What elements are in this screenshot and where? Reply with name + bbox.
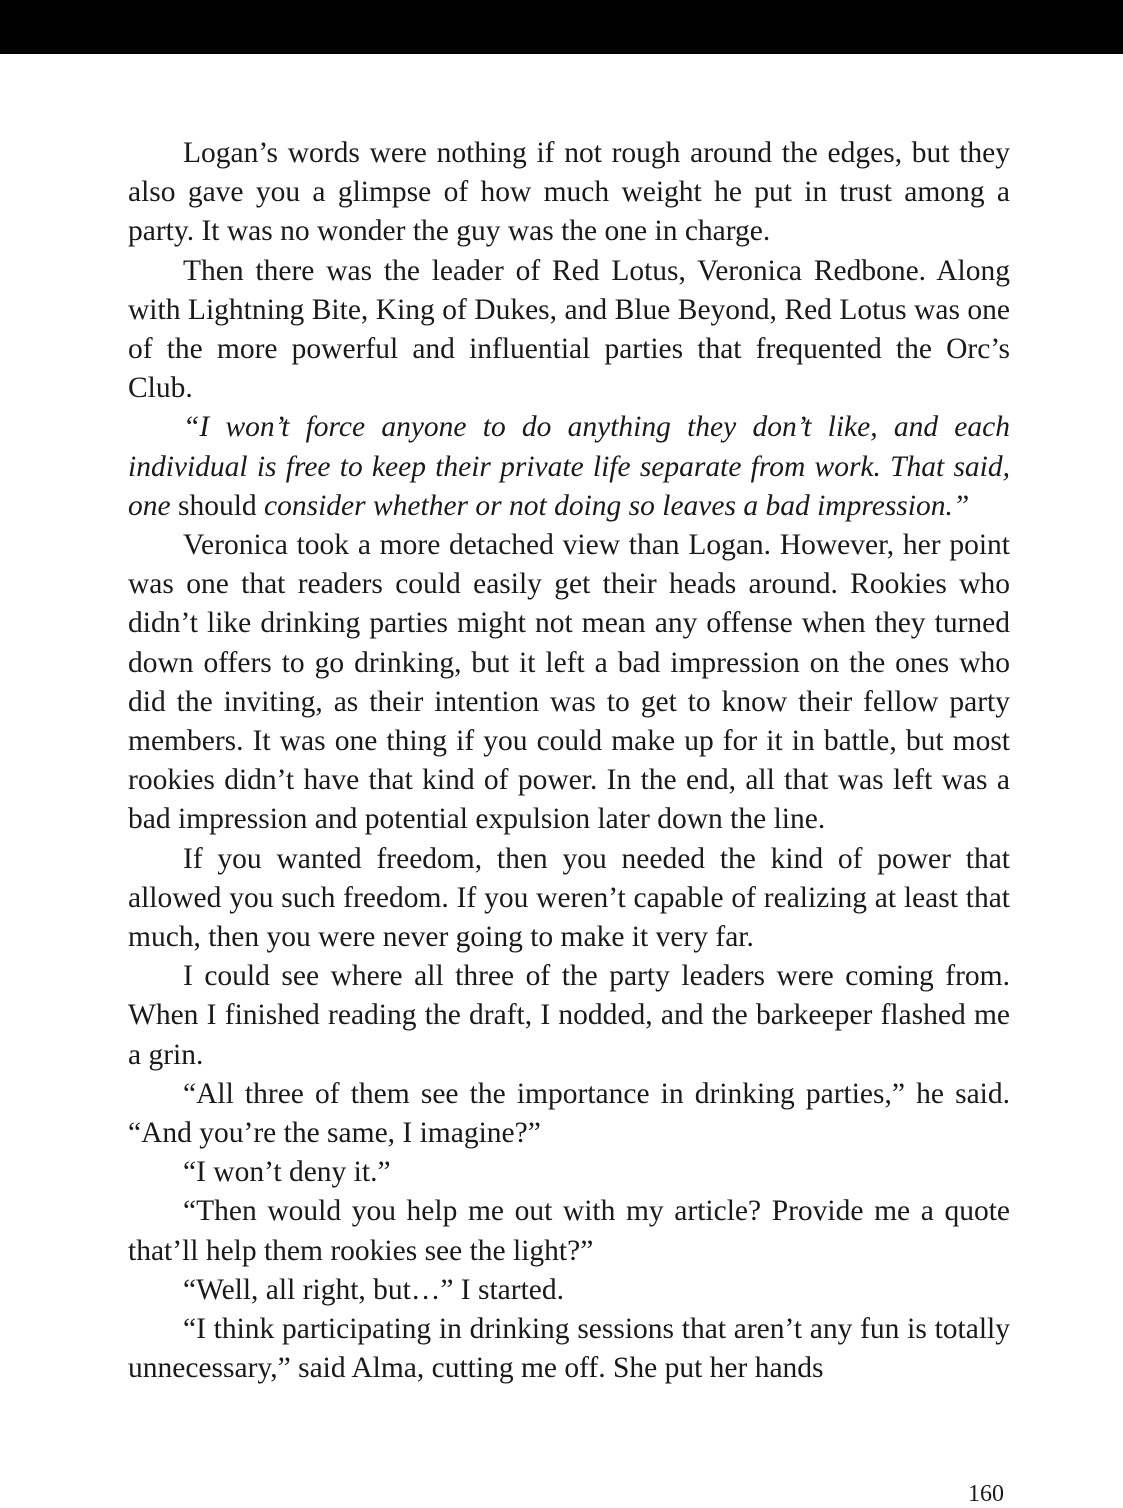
quote-italic-part-1: “I won’t force anyone to do anything they don’t like, and each individual is free to keep their private life separate from work. That said, one [128,411,1010,522]
paragraph-1: Logan’s words were nothing if not rough around the edges, but they also gave you a glimpse of how much weight he put in trust among a party. It was no wonder the guy was the one in charge. [128,137,1010,248]
scan-top-border [0,0,1123,54]
body-text [128,134,1010,1389]
paragraph-3-quote [128,408,1010,526]
paragraph-4: Veronica took a more detached view than Logan. However, her point was one that readers could easily get their heads around. Rookies who didn’t like drinking parties might not mean any offense when they turned down offers to go drinking, but it left a bad impression on the ones who did the inviting, as their intention was to get to know their fellow party members. It was one thing if you could make up for it in battle, but most rookies didn’t have that kind of power. In the end, all that was left was a bad impression and potential expulsion later down the line. [128,529,1010,836]
quote-italic-part-2: consider whether or not doing so leaves a bad impression.” [264,489,970,522]
paragraph-5: If you wanted freedom, then you needed the kind of power that allowed you such freedom. If you weren’t capable of realizing at least that much, then you were never going to make it very far. [128,842,1010,954]
paragraph-2: Then there was the leader of Red Lotus, Veronica Redbone. Along with Lightning Bite, King of Dukes, and Blue Beyond, Red Lotus was one of the more powerful and influential parties that frequented the Orc’s Club. [128,254,1010,405]
paragraph-7: “All three of them see the importance in drinking parties,” he said. “And you’re the same, I imagine?” [128,1077,1010,1150]
paragraph-6: I could see where all three of the party leaders were coming from. When I finished reading the draft, I nodded, and the barkeeper flashed me a grin. [128,960,1010,1071]
paragraph-10: “Well, all right, but…” I started. [183,1273,565,1306]
paragraph-8: “I won’t deny it.” [183,1156,391,1189]
page-number: 160 [968,1481,1004,1507]
paragraph-9: “Then would you help me out with my article? Provide me a quote that’ll help them rookies see the light?” [128,1195,1010,1267]
quote-roman-part: should [170,489,265,522]
paragraph-11: “I think participating in drinking sessions that aren’t any fun is totally unnecessary,” said Alma, cutting me off. She put her hands [128,1313,1010,1385]
